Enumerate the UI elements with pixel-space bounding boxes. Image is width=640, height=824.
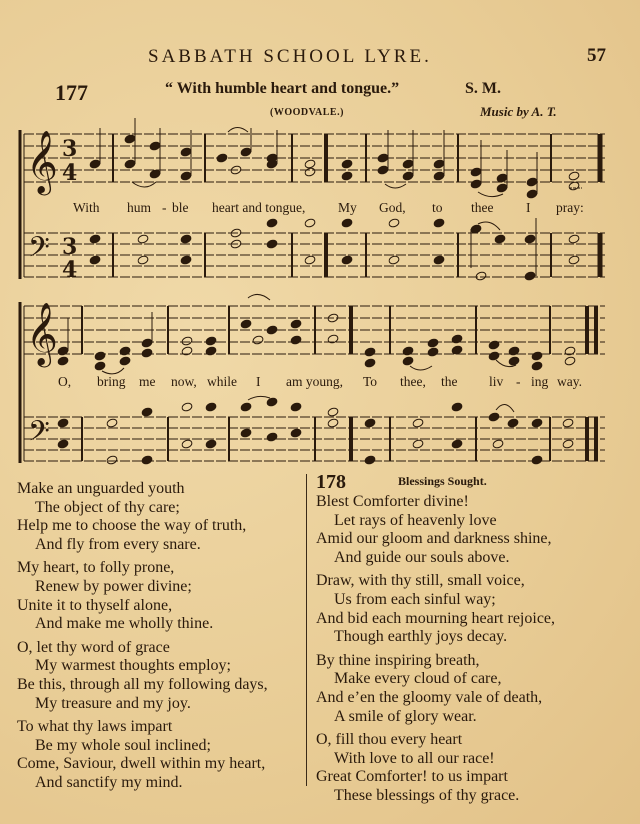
column-divider	[306, 474, 307, 786]
stanza: To what thy laws impart Be my whole soul inclined; Come, Saviour, dwell within my heart, And sanctify my mind.	[17, 718, 266, 791]
stanza: My heart, to folly prone, Renew by power divine; Unite it to thyself alone, And make me wholly thine.	[17, 559, 214, 633]
hymn-177-number: 177	[55, 80, 88, 105]
running-title: SABBATH SCHOOL LYRE.	[148, 46, 432, 67]
stanza: O, fill thou every heart With love to all our race! Great Comforter! to us impart These blessings of thy grace.	[316, 731, 520, 804]
system1-treble-notes	[89, 118, 582, 199]
bass-clef-icon: 𝄢	[28, 415, 50, 455]
hymn-178-number: 178	[316, 471, 346, 493]
system1-treble-staff	[24, 134, 605, 182]
stanza: Make an unguarded youth The object of thy care; Help me to choose the way of truth, And fly from every snare.	[17, 480, 247, 553]
hymn-178-title: Blessings Sought.	[398, 474, 487, 488]
time-sig-bottom: 4	[62, 160, 78, 186]
hymn-177-stanzas	[17, 480, 268, 798]
hymn-178-stanzas	[316, 493, 555, 811]
hymn-177-meter: S. M.	[465, 80, 501, 97]
svg-text:4: 4	[62, 257, 78, 283]
svg-text:3: 3	[62, 234, 78, 260]
stanza: O, let thy word of grace My warmest thoughts employ; Be this, through all my following days, My treasure and my joy.	[17, 638, 268, 712]
stanza: Blest Comforter divine! Let rays of heavenly love Amid our gloom and darkness shine, And guide our souls above.	[316, 493, 552, 566]
system1-bass-staff	[24, 233, 605, 277]
system2-lyrics: O, bring me now, while I am young, To thee, the liv - ing way.	[58, 374, 582, 389]
tune-name: (WOODVALE.)	[270, 107, 344, 118]
hymn-177-title: “ With humble heart and tongue.”	[165, 80, 400, 97]
system1-lyrics: With hum - ble heart and tongue, My God, to thee I pray:	[73, 200, 584, 215]
treble-clef-icon: 𝄞	[26, 130, 58, 193]
system1-bass-notes	[89, 218, 580, 281]
stanza: Draw, with thy still, small voice, Us from each sinful way; And bid each mourning heart rejoice, Though earthly joys decay.	[316, 572, 556, 646]
bass-clef-icon: 𝄢	[28, 231, 50, 271]
page-number: 57	[587, 45, 606, 66]
treble-clef-icon: 𝄞	[26, 302, 58, 365]
time-sig-top: 3	[62, 136, 78, 162]
stanza: By thine inspiring breath, Make every cloud of care, And e’en the gloomy vale of death, A smile of glory wear.	[316, 651, 543, 725]
composer-credit: Music by A. T.	[480, 104, 557, 119]
